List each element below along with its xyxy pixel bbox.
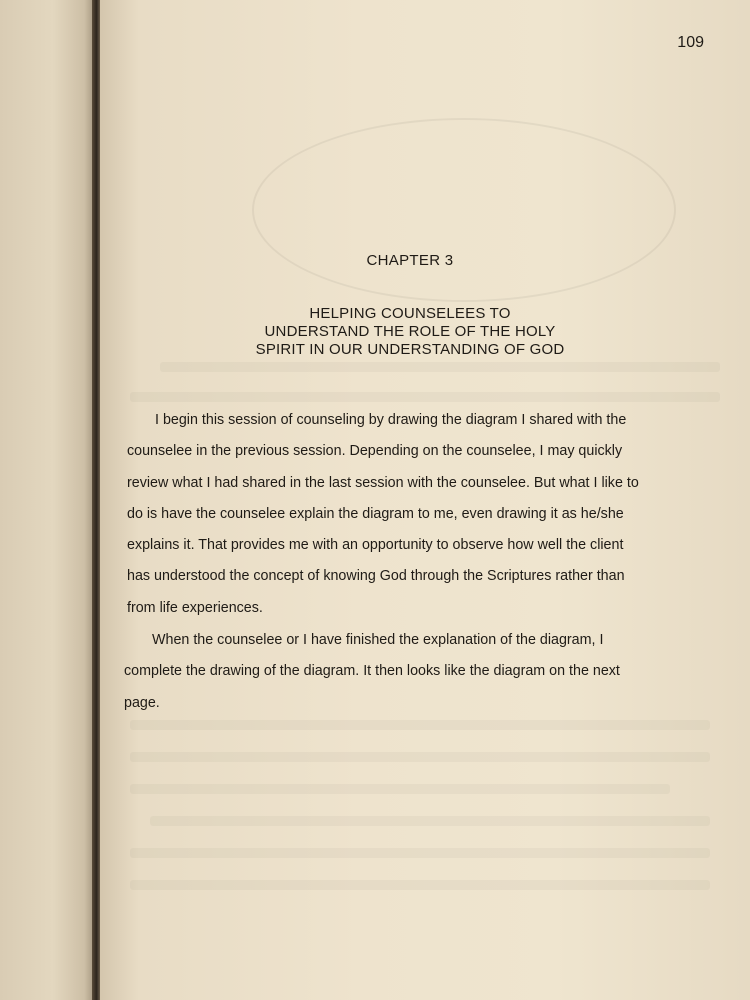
text-line: review what I had shared in the last session with the counselee. But what I like to bbox=[127, 474, 639, 491]
show-through-line bbox=[130, 392, 720, 402]
chapter-title-line: UNDERSTAND THE ROLE OF THE HOLY bbox=[264, 323, 556, 340]
show-through-line bbox=[130, 720, 710, 730]
show-through-line bbox=[130, 880, 710, 890]
chapter-title-line: HELPING COUNSELEES TO bbox=[309, 305, 511, 322]
left-page bbox=[0, 0, 96, 1000]
show-through-diagram bbox=[252, 118, 676, 302]
chapter-label: CHAPTER 3 bbox=[366, 252, 454, 269]
text-line: from life experiences. bbox=[127, 599, 263, 616]
show-through-line bbox=[130, 784, 670, 794]
chapter-title bbox=[200, 305, 620, 359]
page-number: 109 bbox=[677, 34, 704, 51]
text-line: I begin this session of counseling by drawing the diagram I shared with the bbox=[155, 412, 627, 428]
chapter-title-line: SPIRIT IN OUR UNDERSTANDING OF GOD bbox=[255, 341, 565, 358]
show-through-line bbox=[160, 362, 720, 372]
text-line: counselee in the previous session. Depending on the counselee, I may quickly bbox=[127, 443, 623, 460]
show-through-line bbox=[130, 752, 710, 762]
show-through-line bbox=[150, 816, 710, 826]
text-line: complete the drawing of the diagram. It then looks like the diagram on the next bbox=[124, 663, 620, 680]
show-through-line bbox=[130, 848, 710, 858]
text-line: When the counselee or I have finished the explanation of the diagram, I bbox=[152, 632, 604, 648]
text-line: has understood the concept of knowing God through the Scriptures rather than bbox=[127, 568, 625, 585]
text-line: explains it. That provides me with an opportunity to observe how well the client bbox=[127, 537, 624, 554]
paragraph-1 bbox=[127, 405, 707, 624]
text-line: do is have the counselee explain the diagram to me, even drawing it as he/she bbox=[127, 505, 624, 522]
paragraph-2 bbox=[124, 625, 704, 719]
text-line: page. bbox=[124, 694, 160, 711]
